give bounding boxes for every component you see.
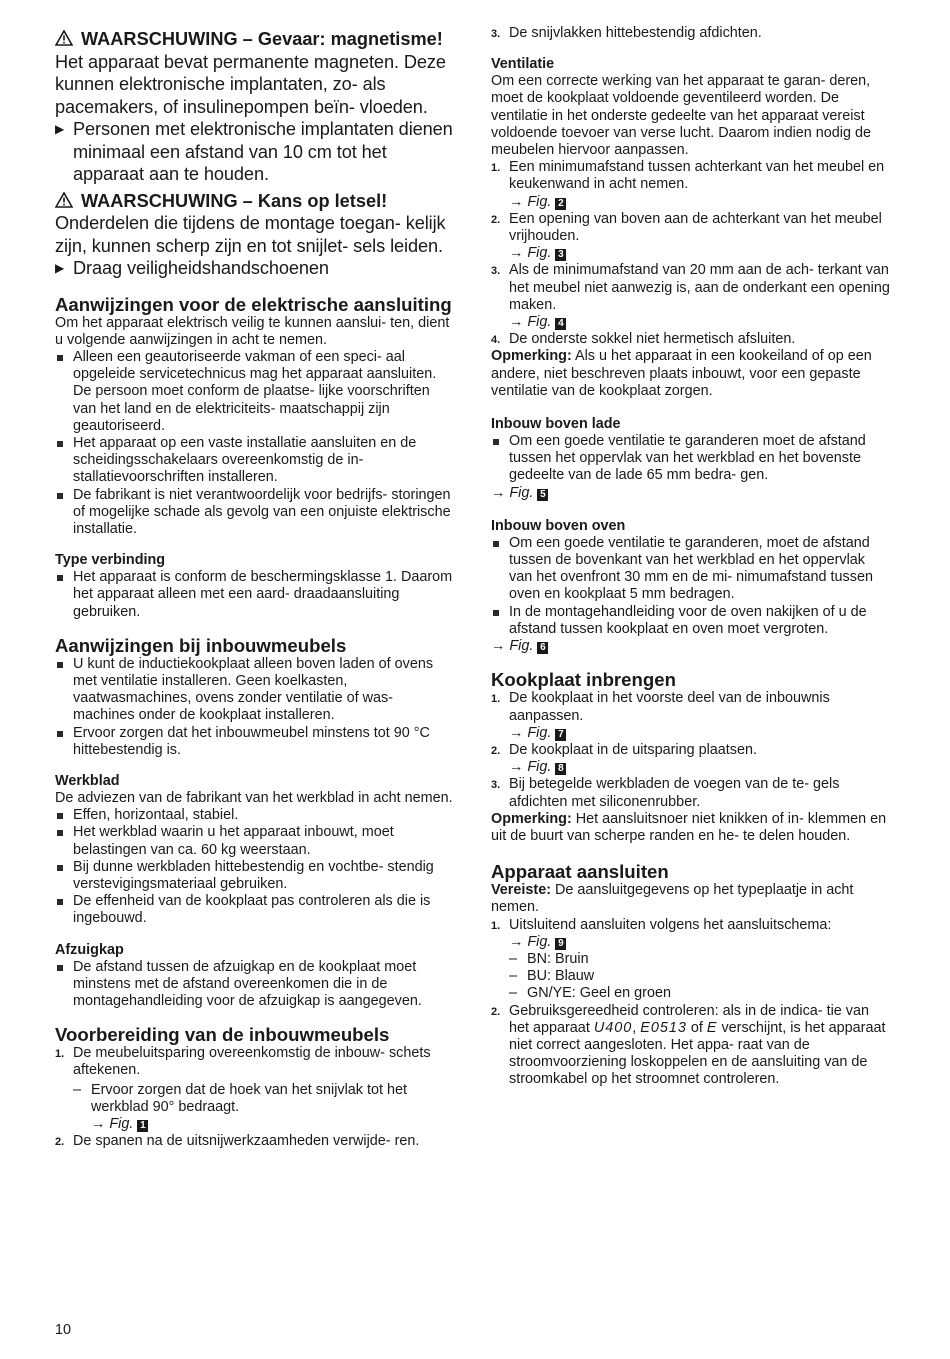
afzuigkap-list: [55, 959, 455, 1011]
display-code: E: [706, 1019, 718, 1036]
subheading-werkblad: Werkblad: [55, 772, 120, 789]
wire-item: – GN/YE: Geel en groen: [509, 985, 671, 1002]
warning-heading-injury: WAARSCHUWING – Kans op letsel!: [55, 190, 455, 213]
figure-number-badge: 4: [555, 318, 566, 330]
kookplaat-note: Opmerking: Het aansluitsnoer niet knikken of in- klemmen en uit de buurt van scherpe randen en he- te delen houden.: [491, 810, 887, 844]
step-item: 2. De kookplaat in de uitsparing plaatsen. → Fig. 8: [491, 742, 891, 776]
inbouw-list: [55, 656, 455, 759]
figure-number-badge: 9: [555, 938, 566, 950]
warning-heading-magnetism: WAARSCHUWING – Gevaar: magnetisme!: [55, 28, 455, 51]
section-heading-inbouw: Aanwijzingen bij inbouwmeubels: [55, 634, 347, 656]
figure-number-badge: 1: [137, 1120, 148, 1132]
section-heading-voorbereiding: Voorbereiding van de inbouwmeubels: [55, 1024, 390, 1046]
wire-item: – BU: Blauw: [509, 968, 595, 985]
list-item: De afstand tussen de afzuigkap en de kookplaat moet minstens met de afstand overeenkomen die in de montagehandleiding voor de afzuigkap is aangegeven.: [55, 959, 455, 1011]
lade-list: [491, 433, 891, 485]
list-item: De fabrikant is niet verantwoordelijk voor bedrijfs- storingen of mogelijke schade als gevolg van een onjuiste elektrische installatie.: [55, 487, 455, 539]
list-item: Alleen een geautoriseerde vakman of een speci- aal opgeleide servicetechnicus mag het apparaat aansluiten. De persoon moet conform de plaatse- lijke voorschriften van het land en de elektriciteits- maatschappij zijn geautoriseerd.: [55, 349, 455, 435]
figure-number-badge: 5: [537, 489, 548, 501]
ventilatie-note: Opmerking: Als u het apparaat in een kookeiland of op een andere, niet beschreven plaats inbouwt, voor een gepaste ventilatie van de kookplaat zorgen.: [491, 348, 872, 399]
figure-reference: → Fig. 9: [509, 934, 891, 951]
aansluiten-steps: [491, 917, 891, 1089]
step-item: 1. Een minimumafstand tussen achterkant van het meubel en keukenwand in acht nemen. → Fig. 2: [491, 159, 891, 211]
section-heading-aansluiten: Apparaat aansluiten: [491, 861, 669, 883]
figure-reference: → Fig. 3: [509, 245, 891, 262]
kookplaat-steps: [491, 690, 891, 810]
step-item: 2. Een opening van boven aan de achterkant van het meubel vrijhouden. → Fig. 3: [491, 211, 891, 263]
figure-number-badge: 2: [555, 198, 566, 210]
electrical-intro: Om het apparaat elektrisch veilig te kunnen aanslui- ten, dient u volgende aanwijzingen in acht te nemen.: [55, 314, 450, 348]
figure-reference: → Fig. 8: [509, 759, 891, 776]
list-item: De effenheid van de kookplaat pas controleren als die is ingebouwd.: [55, 893, 455, 927]
right-column: [491, 25, 891, 1089]
warning-triangle-icon: [55, 30, 73, 46]
electrical-list: [55, 349, 455, 538]
section-heading-kookplaat: Kookplaat inbrengen: [491, 669, 676, 691]
triangle-bullet-icon: ▶: [55, 122, 65, 136]
step-item: 3. Bij betegelde werkbladen de voegen van de te- gels afdichten met siliconenrubber.: [491, 776, 840, 810]
subheading-ventilatie: Ventilatie: [491, 56, 555, 73]
figure-number-badge: 8: [555, 763, 566, 775]
warning-bullet-injury: ▶ Draag veiligheidshandschoenen: [55, 258, 329, 278]
ventilatie-intro: Om een correcte werking van het apparaat te garan- deren, moet de kookplaat voldoende geventileerd worden. De ventilatie in het onderste gedeelte van het apparaat vereist voldoende toevoer van verse lucht. Daarom indien nodig de meubelen hiervoor aanpassen.: [491, 73, 871, 159]
voorbereiding-steps-cont: [491, 25, 891, 42]
step-item: 4. De onderste sokkel niet hermetisch afsluiten.: [491, 331, 796, 348]
step-item: 1. De kookplaat in het voorste deel van de inbouwnis aanpassen. → Fig. 7: [491, 690, 891, 742]
figure-reference: → Fig. 4: [509, 314, 891, 331]
list-item: In de montagehandleiding voor de oven nakijken of u de afstand tussen kookplaat en oven moet vergroten.: [491, 604, 891, 638]
figure-reference: → Fig. 5: [491, 485, 891, 502]
warning-text-magnetism: Het apparaat bevat permanente magneten. Deze kunnen elektronische implantaten, zo- als pacemakers, of insulinepompen beïn- vloeden.: [55, 51, 446, 117]
subheading-lade: Inbouw boven lade: [491, 416, 621, 433]
subheading-oven: Inbouw boven oven: [491, 517, 626, 534]
left-column: [55, 28, 455, 1150]
list-item: U kunt de inductiekookplaat alleen boven laden of ovens met ventilatie installeren. Geen koelkasten, vaatwasmachines, ovens zonder ventilatie of was- machines onder de kookplaat installeren.: [55, 656, 455, 725]
figure-reference: → Fig. 1: [73, 1116, 455, 1133]
list-item: Het werkblad waarin u het apparaat inbouwt, moet belastingen van ca. 60 kg weerstaan.: [55, 824, 455, 858]
subheading-afzuigkap: Afzuigkap: [55, 941, 124, 958]
figure-reference: → Fig. 7: [509, 725, 891, 742]
subheading-type: Type verbinding: [55, 552, 166, 569]
step-item: 1. Uitsluitend aansluiten volgens het aansluitschema: → Fig. 9 – BN: Bruin – BU: Blauw – GN/YE: Geel en groen: [491, 917, 891, 1003]
type-list: [55, 569, 455, 621]
dash-item: – Ervoor zorgen dat de hoek van het snijvlak tot het werkblad 90° bedraagt.: [73, 1081, 407, 1115]
section-heading-electrical: Aanwijzingen voor de elektrische aansluiting: [55, 293, 452, 315]
display-code: U400: [593, 1019, 633, 1036]
werkblad-list: [55, 807, 455, 927]
voorbereiding-steps: [55, 1045, 455, 1150]
warning-text-injury: Onderdelen die tijdens de montage toegan- kelijk zijn, kunnen scherp zijn en tot snijlet- sels leiden.: [55, 213, 446, 256]
list-item: Effen, horizontaal, stabiel.: [55, 807, 455, 824]
warning-bullet-magnetism: ▶ Personen met elektronische implantaten dienen minimaal een afstand van 10 cm tot het apparaat aan te houden.: [55, 119, 453, 184]
aansluiten-requirement: Vereiste: De aansluitgegevens op het typeplaatje in acht nemen.: [491, 882, 854, 916]
wire-item: – BN: Bruin: [509, 950, 589, 967]
oven-list: [491, 535, 891, 638]
step-item: 2. De spanen na de uitsnijwerkzaamheden verwijde- ren.: [55, 1133, 420, 1150]
page-number: 10: [55, 1322, 72, 1338]
display-code: E0513: [640, 1019, 687, 1036]
list-item: Het apparaat is conform de beschermingsklasse 1. Daarom het apparaat alleen met een aard- draadaansluiting gebruiken.: [55, 569, 455, 621]
step-item: 3. Als de minimumafstand van 20 mm aan de ach- terkant van het meubel niet aanwezig is, aan de onderkant een opening maken. → Fig. 4: [491, 262, 890, 331]
step-item: 2. Gebruiksgereedheid controleren: als in de indica- tie van het apparaat U400, E0513 of E verschijnt, is het apparaat niet correct aangesloten. Het appa- raat van de stroomvoorziening loskoppelen en de aansluiting van de stroomkabel op het stroomnet controleren.: [491, 1002, 886, 1088]
figure-number-badge: 3: [555, 249, 566, 261]
warning-triangle-icon: [55, 192, 73, 208]
triangle-bullet-icon: ▶: [55, 261, 65, 275]
figure-number-badge: 6: [537, 642, 548, 654]
figure-number-badge: 7: [555, 729, 566, 741]
list-item: Om een goede ventilatie te garanderen, moet de afstand tussen de bovenkant van het werkblad en het oppervlak van het ovenfront 30 mm en de mi- nimumafstand tussen oven en kookplaat 5 mm bedragen.: [491, 535, 891, 604]
list-item: Ervoor zorgen dat het inbouwmeubel minstens tot 90 °C hittebestendig is.: [55, 725, 455, 759]
figure-reference: → Fig. 2: [509, 194, 891, 211]
list-item: Bij dunne werkbladen hittebestendig en vochtbe- stendig verstevigingsmateriaal gebruiken.: [55, 859, 455, 893]
ventilatie-steps: [491, 159, 891, 348]
list-item: Om een goede ventilatie te garanderen moet de afstand tussen het oppervlak van het werkblad en het bovenste gedeelte van de lade 65 mm bedra- gen.: [491, 433, 891, 485]
figure-reference: → Fig. 6: [491, 638, 891, 655]
list-item: Het apparaat op een vaste installatie aansluiten en de scheidingsschakelaars overeenkomstig de in- stallatievoorschriften installeren.: [55, 435, 455, 487]
werkblad-intro: De adviezen van de fabrikant van het werkblad in acht nemen.: [55, 789, 453, 806]
step-item: 1. De meubeluitsparing overeenkomstig de inbouw- schets aftekenen. – Ervoor zorgen dat de hoek van het snijvlak tot het werkblad 90° bedraagt. → Fig. 1: [55, 1045, 455, 1133]
step-item: 3. De snijvlakken hittebestendig afdichten.: [491, 25, 762, 41]
